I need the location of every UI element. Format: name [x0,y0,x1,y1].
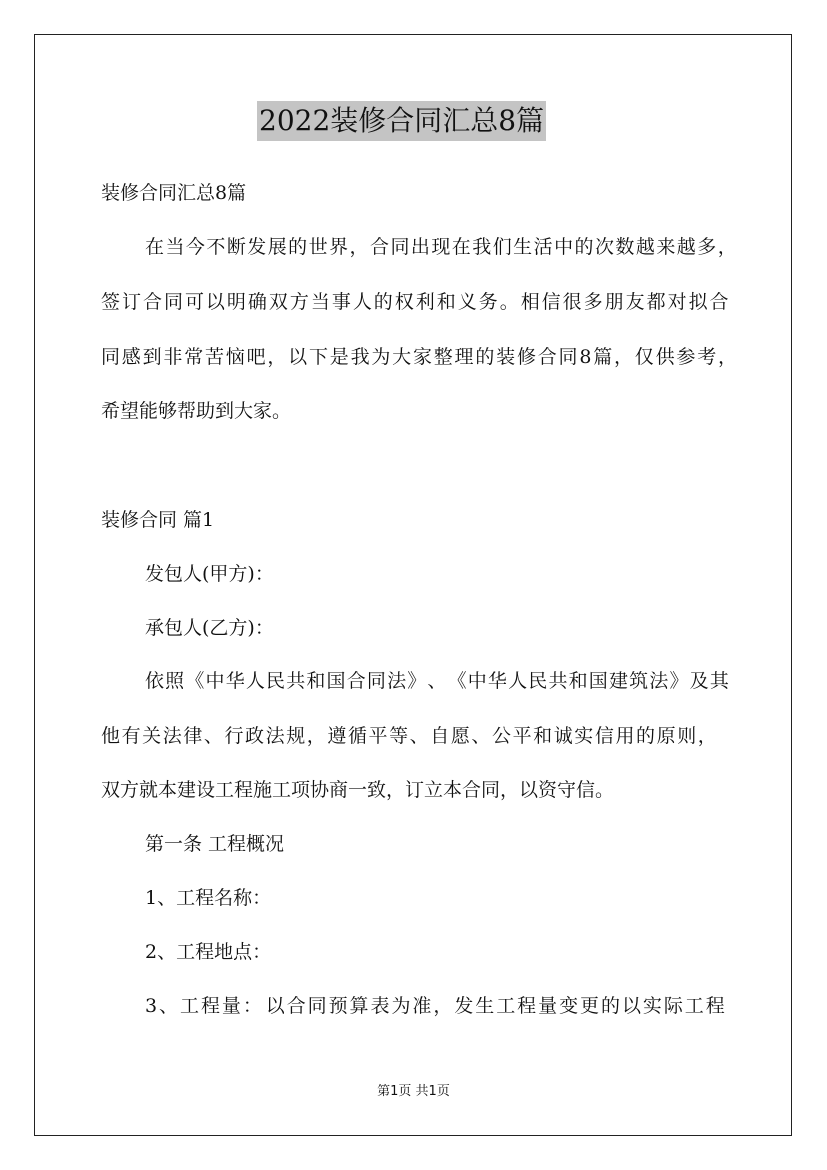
intro-line-4: 希望能够帮助到大家。 [101,400,292,422]
page-footer: 第1页 共1页 [377,1084,450,1099]
item-project-location: 2、工程地点： [145,941,272,963]
intro-line-3: 同 感 到 非 常 苦 恼 吧 ， 以 下 是 我 为 大 家 整 理 的 装 修 合 同 8 篇 ， 仅 供 参 考 ， [101,346,737,368]
item-project-quantity: 3 、 工 程 量 ： 以 合 同 预 算 表 为 准 ， 发 生 工 程 量 变 更 的 以 实 际 工 程 [145,995,725,1017]
intro-line-1: 在 当 今 不 断 发 展 的 世 界 ， 合 同 出 现 在 我 们 生 活 中 的 次 数 越 来 越 多 ， [145,236,737,258]
party-a-line: 发包人(甲方)： [145,563,274,585]
document-subtitle: 装修合同汇总8篇 [101,182,247,204]
basis-line-1: 依 照 《 中 华 人 民 共 和 国 合 同 法 》 、 《 中 华 人 民 共 和 国 建 筑 法 》 及 其 [145,670,729,692]
basis-line-3: 双方就本建设工程施工项协商一致，订立本合同，以资守信。 [101,779,615,801]
item-project-name: 1、工程名称： [145,887,272,909]
document-title: 2022装修合同汇总8篇 [257,101,546,141]
party-b-line: 承包人(乙方)： [145,617,274,639]
intro-line-2: 签 订 合 同 可 以 明 确 双 方 当 事 人 的 权 利 和 义 务 。 相 信 很 多 朋 友 都 对 拟 合 [101,291,729,313]
article-heading: 第一条 工程概况 [145,833,285,855]
basis-line-2: 他 有 关 法 律 、 行 政 法 规 ， 遵 循 平 等 、 自 愿 、 公 平 和 诚 实 信 用 的 原 则 ， [101,725,717,747]
section-heading: 装修合同 篇1 [101,509,215,531]
